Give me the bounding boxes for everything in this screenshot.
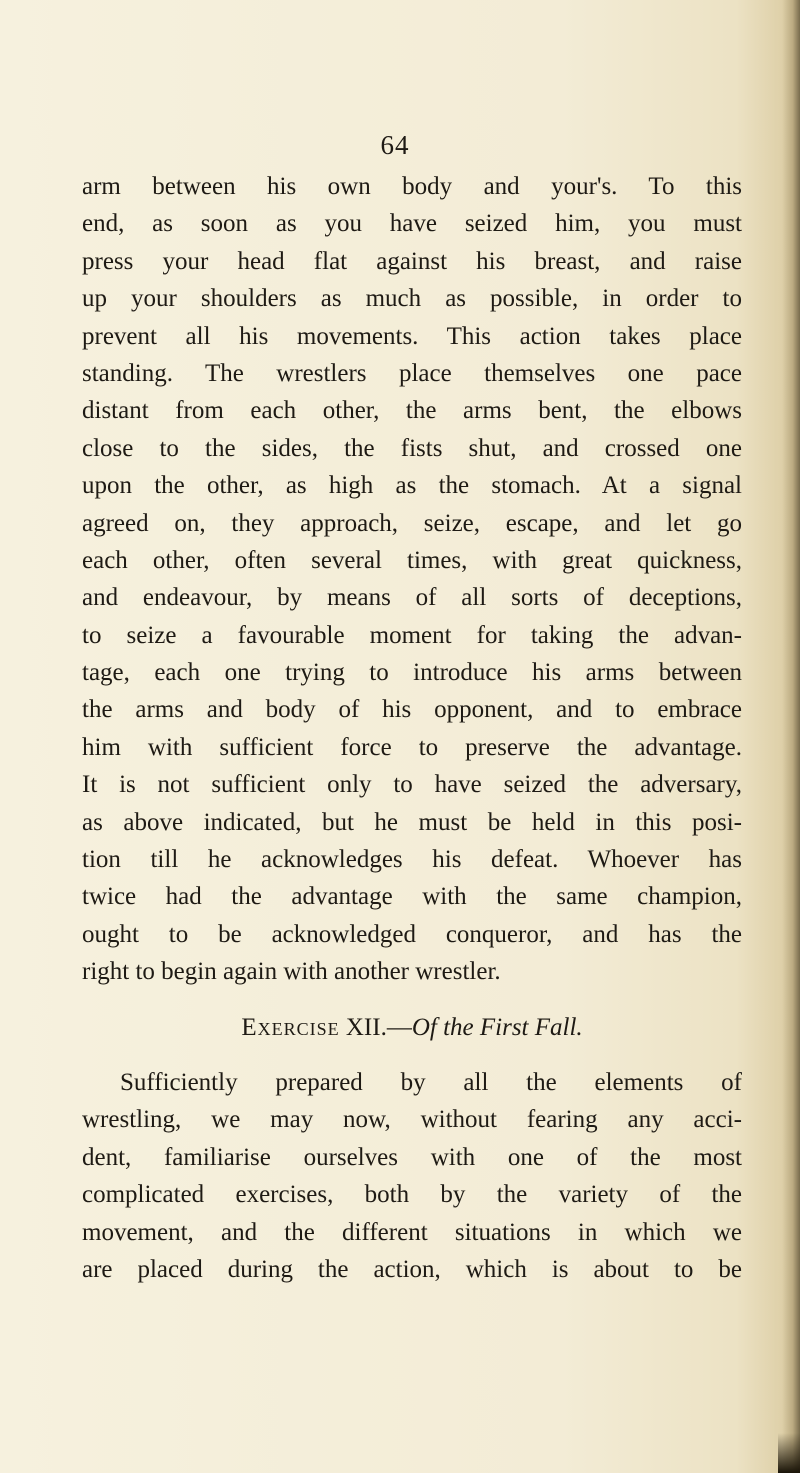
text-line: the arms and body of his opponent, and to embrace [82, 696, 742, 724]
paragraph-continued [82, 168, 742, 991]
text-line: upon the other, as high as the stomach. At a signal [82, 472, 742, 500]
text-line: arm between his own body and your's. To this [82, 173, 742, 200]
paragraph-new [82, 1064, 742, 1288]
text-line: and endeavour, by means of all sorts of deceptions, [82, 584, 742, 612]
text-line: as above indicated, but he must be held in this posi- [82, 808, 742, 836]
heading-label: Exercise [241, 1013, 340, 1041]
text-line: distant from each other, the arms bent, the elbows [82, 397, 742, 425]
heading-numeral: XII. [345, 1013, 387, 1041]
heading-title: Of the First Fall. [411, 1013, 583, 1041]
text-line: tage, each one trying to introduce his arms between [82, 659, 742, 687]
text-line: to seize a favourable moment for taking the advan- [82, 621, 742, 649]
text-line: standing. The wrestlers place themselves one pace [82, 359, 742, 387]
section-gap [82, 991, 742, 1009]
text-line: each other, often several times, with great quickness, [82, 546, 742, 574]
text-line: tion till he acknowledges his defeat. Whoever has [82, 846, 742, 874]
text-line: dent, familiarise ourselves with one of the most [82, 1143, 742, 1171]
page-edge-shadow [782, 0, 800, 1473]
text-line: up your shoulders as much as possible, in order to [82, 285, 742, 313]
text-line: ought to be acknowledged conqueror, and has the [82, 920, 742, 948]
text-line: agreed on, they approach, seize, escape, and let go [82, 509, 742, 537]
text-line: are placed during the action, which is about to be [82, 1255, 742, 1283]
text-line: close to the sides, the fists shut, and crossed one [82, 434, 742, 462]
section-heading [82, 1009, 742, 1046]
text-line: wrestling, we may now, without fearing any acci- [82, 1106, 742, 1134]
heading-dash: — [386, 1013, 412, 1041]
page-corner-mark [778, 1433, 800, 1473]
text-line: prevent all his movements. This action takes place [82, 322, 742, 350]
text-line: movement, and the different situations in which we [82, 1218, 742, 1246]
text-line: end, as soon as you have seized him, you must [82, 210, 742, 238]
text-line: press your head flat against his breast, and raise [82, 247, 742, 275]
text-line: right to begin again with another wrestler. [82, 958, 501, 986]
text-line: It is not sufficient only to have seized the adversary, [82, 771, 742, 799]
text-line: twice had the advantage with the same champion, [82, 883, 742, 911]
text-line: Sufficiently prepared by all the elements of [120, 1068, 742, 1096]
text-line: complicated exercises, both by the variety of the [82, 1181, 742, 1209]
section-gap [82, 1046, 742, 1064]
body-text [82, 168, 742, 1288]
page-number: 64 [380, 130, 410, 160]
text-line: him with sufficient force to preserve the advantage. [82, 733, 742, 761]
